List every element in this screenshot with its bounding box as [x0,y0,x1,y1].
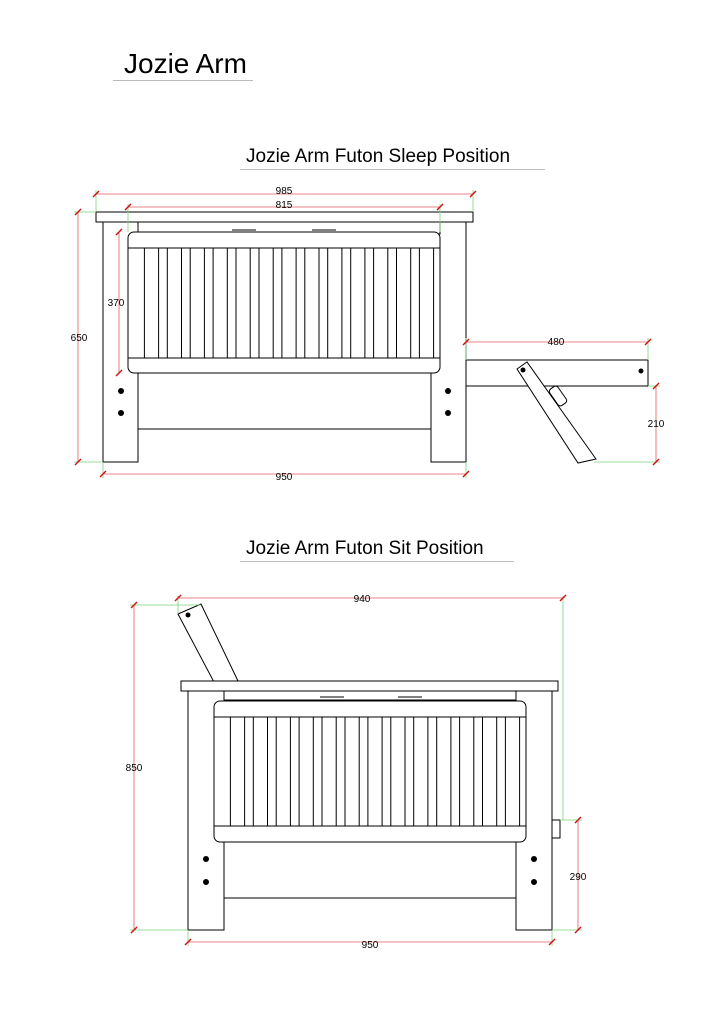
sit-slat [483,717,497,826]
sleep-dimension-950 [100,462,469,483]
dim-label-985: 985 [275,186,293,197]
sit-bolt-hole [203,856,209,862]
sleep-position-title: Jozie Arm Futon Sleep Position [246,146,511,167]
sit-slat [276,717,290,826]
sit-slat [345,717,359,826]
sit-slat [230,717,244,826]
sleep-slat [351,248,365,358]
sit-slat [253,717,267,826]
sit-slat [322,717,336,826]
sit-slat [414,717,428,826]
sleep-slat [282,248,296,358]
sit-bolt-hole [531,879,537,885]
sleep-slat [305,248,319,358]
page-title: Jozie Arm [124,48,247,79]
dim-label-650: 650 [70,333,88,344]
sleep-slat [419,248,433,358]
sleep-slat [190,248,204,358]
sleep-dimension-650 [71,209,103,465]
sleep-extension-arm [466,360,648,386]
sit-folded-arm [552,820,560,838]
sleep-base-rail [138,372,431,429]
dim-label-950-sleep: 950 [275,472,293,483]
sit-bolt-hole [203,879,209,885]
dim-label-950-sit: 950 [361,940,379,951]
sleep-extension-pivot [639,369,644,374]
sleep-slat [328,248,342,358]
sleep-bolt-hole [118,410,124,416]
sleep-slat [144,248,158,358]
sleep-dimension-480 [463,337,651,360]
dim-label-290: 290 [569,872,587,883]
sit-slat [299,717,313,826]
sit-top-board [181,681,558,691]
sit-slat [437,717,451,826]
dim-label-815: 815 [275,200,293,211]
sit-bolt-hole [531,856,537,862]
sit-base-rail [224,842,516,898]
sit-dimension-950 [185,930,555,951]
sit-slat [391,717,405,826]
dim-label-210: 210 [647,419,665,430]
sit-position-title: Jozie Arm Futon Sit Position [246,538,484,559]
dim-label-370: 370 [107,298,125,309]
sleep-slat [259,248,273,358]
sleep-slat [213,248,227,358]
dim-label-850: 850 [125,763,143,774]
dim-label-480: 480 [547,337,565,348]
sit-position-drawing [126,594,587,951]
sleep-bolt-hole [445,410,451,416]
sleep-slat [374,248,388,358]
dim-label-940: 940 [353,594,371,605]
sleep-slat [397,248,411,358]
sleep-dimension-210 [594,383,665,465]
sit-slat [460,717,474,826]
sleep-bolt-hole [118,388,124,394]
sleep-slat [167,248,181,358]
sit-slat [368,717,382,826]
sleep-slat [236,248,250,358]
sit-slat [505,717,519,826]
sleep-bolt-hole [445,388,451,394]
sleep-top-board [96,212,473,222]
sleep-position-drawing [71,186,665,483]
